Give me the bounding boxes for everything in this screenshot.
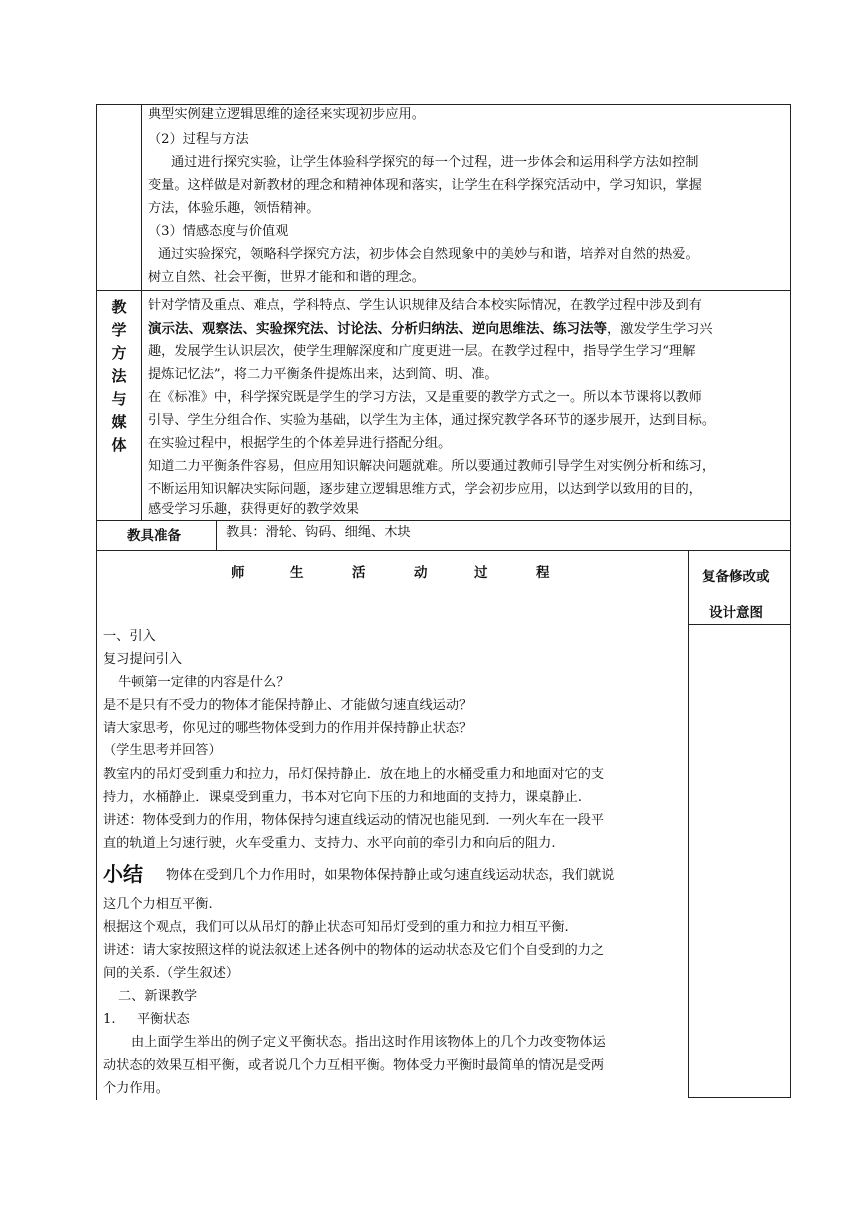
process-header-char: 师	[231, 565, 245, 581]
answer-line-1: 教室内的吊灯受到重力和拉力，吊灯保持静止．放在地上的水桶受重力和地面对它的支	[103, 767, 605, 782]
process-header-char: 活	[352, 565, 366, 581]
method-line-5: 在《标准》中，科学探究既是学生的学习方法，又是重要的教学方式之一。所以本节课将以教师	[148, 390, 702, 405]
method-label-char: 方	[111, 344, 127, 362]
answer-line-2: 持力，水桶静止．课桌受到重力，书本对它向下压的力和地面的支持力，课桌静止.	[103, 790, 582, 805]
table-top-border	[96, 104, 790, 105]
method-line-7: 在实验过程中，根据学生的个体差异进行搭配分组。	[148, 436, 452, 451]
question-1: 牛顿第一定律的内容是什么？	[118, 675, 290, 690]
subsection-title: 平衡状态	[137, 1012, 190, 1027]
process-header-char: 动	[414, 565, 428, 581]
process-side-divider	[688, 550, 689, 1098]
content-line-2: 动状态的效果互相平衡，或者说几个力互相平衡。物体受力平衡时最简单的情况是受两	[103, 1058, 605, 1073]
objective-line-1: 典型实例建立逻辑思维的途径来实现初步应用。	[148, 107, 425, 122]
content-line-1: 由上面学生举出的例子定义平衡状态。指出这时作用该物体上的几个力改变物体运	[131, 1035, 606, 1050]
objective-attitude-line-1: 通过实验探究，领略科学探究方法，初步体会自然现象中的美妙与和谐，培养对自然的热爱。	[158, 247, 699, 262]
objective-heading-attitude: （3）情感态度与价值观	[148, 224, 289, 239]
process-header-char: 过	[474, 565, 488, 581]
body-line-2: 讲述：请大家按照这样的说法叙述上述各例中的物体的运动状态及它们个自受到的力之	[103, 943, 605, 958]
method-list-bold: 演示法、观察法、实验探究法、讨论法、分析归纳法、逆向思维法、练习法等	[148, 321, 607, 337]
objective-process-line-1: 通过进行探究实验，让学生体验科学探究的每一个过程，进一步体会和运用科学方法如控制	[171, 155, 699, 170]
summary-label: 小结	[103, 862, 143, 886]
table-right-border	[790, 104, 791, 1098]
side-header-line-1: 复备修改或	[702, 569, 770, 585]
body-line-3: 间的关系.（学生叙述）	[103, 966, 240, 981]
objective-heading-process: （2）过程与方法	[148, 132, 249, 147]
content-line-3: 个力作用。	[103, 1081, 169, 1096]
question-2: 是不是只有不受力的物体才能保持静止、才能做匀速直线运动？	[103, 698, 473, 713]
method-label-char: 体	[111, 436, 127, 454]
row-divider-objectives	[96, 290, 790, 291]
method-line-2-rest: ，激发学生学习兴	[607, 322, 713, 337]
method-label-char: 与	[111, 390, 127, 408]
subsection-number: 1.	[103, 1012, 116, 1027]
objective-process-line-2: 变量。这样做是对新教材的理念和精神体现和落实，让学生在科学探究活动中，学习知识，掌握	[148, 178, 702, 193]
method-label-char: 学	[111, 321, 127, 339]
summary-line-2: 这几个力相互平衡.	[103, 897, 213, 912]
tools-label: 教具准备	[127, 528, 181, 544]
objective-process-line-3: 方法，体验乐趣，领悟精神。	[148, 201, 320, 216]
row-divider-tools	[96, 550, 790, 551]
row-divider-method	[96, 520, 790, 521]
tools-value: 教具：滑轮、钩码、细绳、木块	[226, 525, 411, 540]
table-left-border	[96, 104, 97, 1100]
side-header-line-2: 设计意图	[709, 605, 763, 621]
body-line-1: 根据这个观点，我们可以从吊灯的静止状态可知吊灯受到的重力和拉力相互平衡.	[103, 920, 569, 935]
method-line-10: 感受学习乐趣，获得更好的教学效果	[148, 502, 359, 517]
method-line-9: 不断运用知识解决实际问题，逐步建立逻辑思维方式，学会初步应用，以达到学以致用的目的，	[148, 482, 702, 497]
method-label-char: 教	[111, 298, 127, 316]
answer-line-4: 直的轨道上匀速行驶，火车受重力、支持力、水平向前的牵引力和向后的阻力.	[103, 836, 556, 851]
method-line-8: 知道二力平衡条件容易，但应用知识解决问题就难。所以要通过教师引导学生对实例分析和练习，	[148, 459, 716, 474]
method-line-3: 趣，发展学生认识层次，使学生理解深度和广度更进一层。在教学过程中，指导学生学习“理解	[148, 344, 696, 359]
tools-label-divider	[216, 520, 217, 550]
process-header-char: 程	[536, 565, 550, 581]
summary-line-1: 物体在受到几个力作用时，如果物体保持静止或匀速直线运动状态，我们就说	[166, 868, 615, 883]
question-3: 请大家思考，你见过的哪些物体受到力的作用并保持静止状态？	[103, 721, 473, 736]
method-line-4: 提炼记忆法”，将二力平衡条件提炼出来，达到简、明、准。	[148, 367, 498, 382]
method-line-2	[148, 320, 713, 339]
label-column-divider	[141, 104, 142, 520]
method-label-char: 媒	[111, 413, 127, 431]
objective-attitude-line-2: 树立自然、社会平衡，世界才能和和谐的理念。	[148, 270, 425, 285]
section-intro-sub: 复习提问引入	[103, 652, 183, 667]
method-line-1: 针对学情及重点、难点，学科特点、学生认识规律及结合本校实际情况，在教学过程中涉及到有	[148, 298, 702, 313]
process-header-char: 生	[290, 565, 304, 581]
side-bottom-border	[688, 1097, 790, 1098]
question-4: （学生思考并回答）	[103, 743, 222, 758]
section-intro: 一、引入	[103, 629, 156, 644]
answer-line-3: 讲述：物体受到力的作用，物体保持匀速直线运动的情况也能见到．一列火车在一段平	[103, 813, 605, 828]
method-label-char: 法	[111, 367, 127, 385]
side-header-divider	[688, 624, 790, 625]
section-new-lesson: 二、新课教学	[118, 989, 198, 1004]
method-line-6: 引导、学生分组合作、实验为基础，以学生为主体，通过探究教学各环节的逐步展开，达到目标。	[148, 413, 716, 428]
